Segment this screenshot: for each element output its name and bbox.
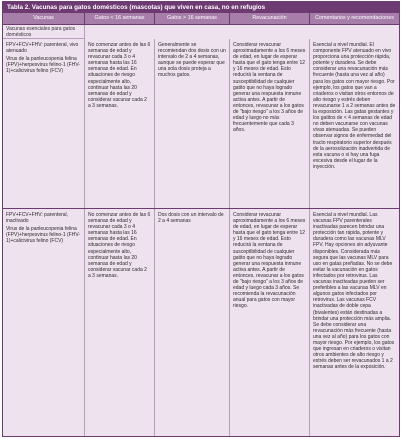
header-mayor-16: Gatos > 16 semanas	[155, 13, 230, 24]
vacuna-cell	[3, 209, 85, 437]
revacunacion-cell: Considerar revacunar aproximadamente a los 6 meses de edad, en lugar de esperar hasta que el gato tenga entre 12 y 16 meses de edad. Esto reducirá la ventana de susceptibilidad de cualquier gatito que no haya logrado generar una respuesta inmune activa antes. A partir de entonces, revacunar a los gatos de “bajo riesgo” a los 3 años de edad y luego no más frecuentemente que cada 3 años.	[230, 39, 310, 208]
table-row	[3, 39, 399, 209]
vacuna-name: FPV+FCV+FHV: parenteral, vivo atenuado	[6, 42, 79, 55]
header-menor-16: Gatos < 16 semanas	[85, 13, 155, 24]
vacuna-cell	[3, 39, 85, 208]
header-row	[3, 13, 399, 25]
table-title: Tabla 2. Vacunas para gatos domésticos (mascotas) que viven en casa, no en refugios	[3, 2, 399, 13]
menor-16-cell: No comenzar antes de las 6 semanas de edad y revacunar cada 3 o 4 semanas hasta las 16 semanas de edad. En situaciones de riesgo especialmente alto, continuar hasta las 20 semanas de edad y considerar vacunar cada 2 a 3 semanas.	[85, 39, 155, 208]
vacuna-detail: Virus de la panleucopenia felina (FPV)+herpesvirus felino-1 (FHV-1)+calicivirus felino (FCV)	[6, 56, 81, 75]
mayor-16-cell: Dos dosis con un intervalo de 2 a 4 semanas	[155, 209, 230, 437]
table-row	[3, 209, 399, 437]
comentarios-cell: Esencial a nivel mundial. Las vacunas FPV parenterales inactivadas parecen brindar una protección tan rápida, potente y duradera como las vacunas MLV FPV. Hay opciones sin adyuvante disponibles. Considerada más segura que las vacunas MLV para uso en gatas preñadas. No se debe evitar la vacunación en gatos infectados por retrovirus. Las vacunas inactivadas pueden ser preferibles a las vacunas MLV en algunos gatos infectados por retrovirus. Las vacunas FCV inactivadas de doble cepa (bivalentes) están destinadas a brindar una protección más amplia. Se debe considerar una revacunación más frecuente (hasta una vez al año) para los gatos con mayor riesgo. Por ejemplo, los gatos que ingresan en criaderos o visitan otros ambientes de alto riesgo y estrés deben ser revacunados 1 a 2 semanas antes de la exposición.	[313, 212, 395, 371]
vaccine-table	[2, 1, 400, 437]
revacunacion-cell: Considerar revacunar aproximadamente a los 6 meses de edad, en lugar de esperar hasta que el gato tenga entre 12 y 16 meses de edad. Esto reducirá la ventana de susceptibilidad de cualquier gatito que no haya logrado generar una respuesta inmune activa antes. A partir de entonces, revacunar a los gatos de “bajo riesgo” a los 3 años de edad y luego cada 3 años. Se recomienda la revacunación anual para gatos con mayor riesgo.	[230, 209, 310, 437]
section-label: Vacunas esenciales para gatos domésticos	[3, 25, 85, 39]
header-vacunas: Vacunas	[3, 13, 85, 24]
header-revacunacion: Revacunación	[230, 13, 310, 24]
vacuna-detail: Virus de la panleucopenia felina (FPV)+herpesvirus felino-1 (FHV-1)+calicivirus felino (FCV)	[6, 226, 81, 245]
vacuna-name: FPV+FCV+FHV: parenteral, inactivado	[6, 212, 69, 225]
comentarios-cell: Esencial a nivel mundial. El componente FPV atenuado en vivo proporciona una protección rápida, potente y duradera. Se debe considerar una revacunación más frecuente (hasta una vez al año) para los gatos con mayor riesgo. Por ejemplo, los gatos que van a criaderos o visitan otros entornos de alto riesgo y estrés deben revacunarse 1 a 2 semanas antes de la exposición. Las gatas gestantes y los gatitos de < 4 semanas de edad no deben vacunarse con vacunas vivas atenuadas. Se pueden observar signos de enfermedad del tracto respiratorio superior después de la aerosolización inadvertida de esta vacuna o si hay una fuga excesiva desde el lugar de la inyección.	[313, 42, 396, 170]
mayor-16-cell: Generalmente se recomiendan dos dosis con un intervalo de 2 a 4 semanas, aunque se puede esperar que una sola dosis proteja a muchos gatos.	[155, 39, 230, 208]
header-comentarios: Comentarios y recomendaciones	[315, 15, 394, 21]
menor-16-cell: No comenzar antes de las 6 semanas de edad y revacunar cada 3 o 4 semanas hasta las 16 semanas de edad. En situaciones de riesgo especialmente alto, continuar hasta las 20 semanas de edad y considerar vacunar cada 2 a 3 semanas.	[85, 209, 155, 437]
